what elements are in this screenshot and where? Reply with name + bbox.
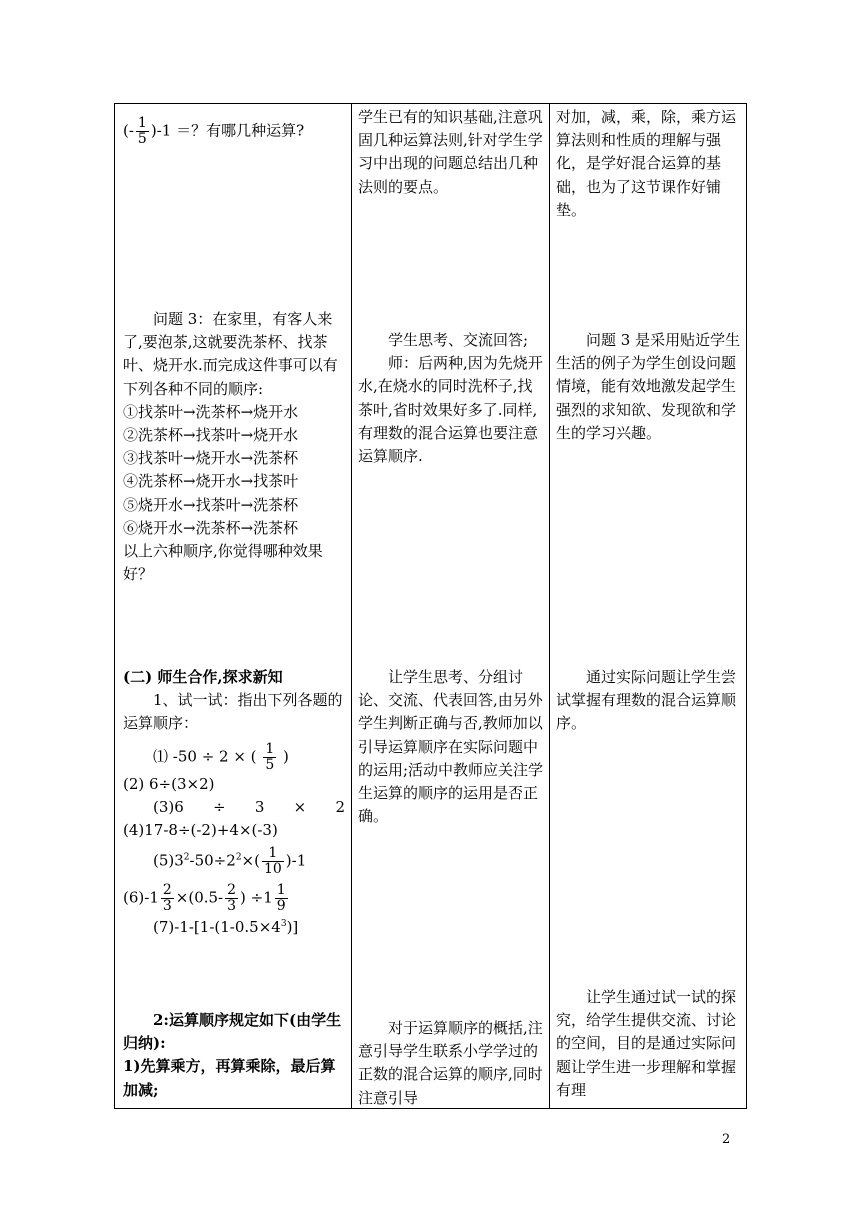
rules-heading: 2:运算顺序规定如下(由学生归纳):: [123, 1011, 342, 1053]
question-3-intro: 问题 3：在家里，有客人来了,要泡茶,这就要洗茶杯、找茶叶、烧开水.而完成这件事可以有下列各种不同的顺序:: [123, 310, 338, 398]
order-item: ⑥烧开水→洗茶杯→洗茶杯: [123, 518, 299, 537]
expr-2: (2) 6÷(3×2): [123, 774, 215, 793]
expr-5: $(5)3^2-50\div 2^2\times$( $\frac{1}{10}$ )-1: [153, 845, 307, 878]
lesson-table: [114, 103, 747, 1109]
note-top: 学生已有的知识基础,注意巩固几种运算法则,针对学生学习中出现的问题总结出几种法则的要点。: [358, 108, 543, 196]
order-item: ②洗茶杯→找茶叶→烧开水: [123, 426, 299, 445]
purpose-bottom: 让学生通过试一试的探究，给学生提供交流、讨论的空间，目的是通过实际问题让学生进一步理解和掌握有理: [556, 988, 737, 1099]
purpose-top: 对加，减，乘，除，乘方运算法则和性质的理解与强化，是学好混合运算的基础，也为了这节课作好铺垫。: [556, 108, 737, 219]
order-item: ⑤烧开水→找茶叶→洗茶杯: [123, 495, 299, 514]
order-item: ③找茶叶→烧开水→洗茶杯: [123, 449, 299, 468]
order-item: ①找茶叶→洗茶杯→烧开水: [123, 402, 299, 421]
fraction: $\frac{1}{5}$: [137, 115, 147, 147]
try-instruction: 1、试一试：指出下列各题的运算顺序：: [123, 691, 343, 733]
note-section-2: 让学生思考、分组讨论、交流、代表回答,由另外学生判断正确与否,教师加以引导运算顺序在实际问题中的运用;活动中教师应关注学生运算的顺序的运用是否正确。: [358, 668, 544, 826]
section-heading: (二) 师生合作,探求新知: [123, 668, 283, 686]
expr-1: ⑴ -50 ÷ 2 × ( $\frac{1}{5}$ ): [153, 740, 289, 773]
column-divider: [549, 104, 550, 1108]
column-divider: [351, 104, 352, 1108]
purpose-section-2: 通过实际问题让学生尝试掌握有理数的混合运算顺序。: [556, 668, 737, 733]
purpose-question-3: 问题 3 是采用贴近学生生活的例子为学生创设问题情境，能有效地激发起学生强烈的求知欲、发现欲和学生的学习兴趣。: [556, 331, 741, 442]
expr-4: (4)17-8÷(-2)+4×(-3): [123, 821, 278, 840]
question-3-outro: 以上六种顺序,你觉得哪种效果好？: [123, 542, 323, 584]
rules-section: [123, 1009, 345, 1102]
question-3: [123, 308, 345, 586]
order-item: ④洗茶杯→烧开水→找茶叶: [123, 472, 299, 491]
section-2: [123, 666, 345, 939]
expr-7: $(7)-1-[1-(1-0.5\times 4^3)]$: [153, 918, 299, 937]
page-number: 2: [722, 1132, 731, 1147]
expr-3: (3)6 ÷ 3 × 2: [153, 797, 345, 816]
question-expression: (- $\frac{1}{5}$ )-1 ＝？有哪几种运算?: [123, 115, 305, 147]
rule-1: 1)先算乘方，再算乘除，最后算加减;: [123, 1057, 336, 1099]
expr-6: (6)-1 $\frac{2}{3}$ ×(0.5- $\frac{2}{3}$ ) ÷1 $\frac{1}{9}$: [123, 882, 286, 915]
note-bottom: 对于运算顺序的概括,注意引导学生联系小学学过的正数的混合运算的顺序,同时注意引导: [358, 1019, 543, 1107]
note-question-3: 学生思考、交流回答; 师：后两种,因为先烧开水,在烧水的同时洗杯子,找茶叶,省时效果好多了.同样,有理数的混合运算也要注意运算顺序.: [358, 331, 543, 466]
